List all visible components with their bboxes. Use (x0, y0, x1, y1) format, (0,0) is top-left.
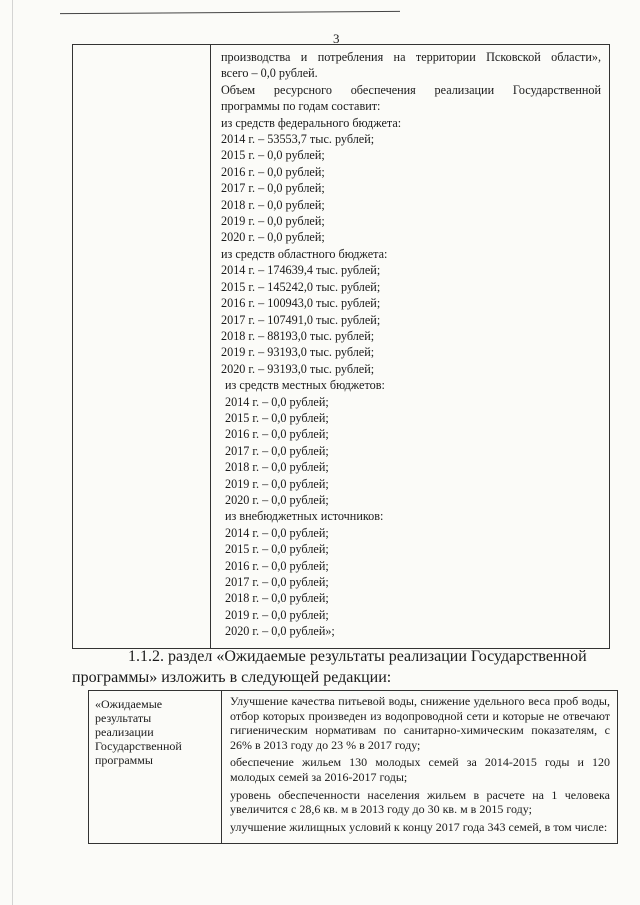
page-number: 3 (333, 31, 340, 46)
funding-year-row: 2019 г. – 93193,0 тыс. рублей; (221, 345, 375, 360)
funding-year-row: 2018 г. – 0,0 рублей; (221, 197, 325, 212)
table-column-divider (210, 45, 211, 648)
label-line: «Ожидаемые (95, 697, 163, 711)
funding-year-row: 2020 г. – 0,0 рублей»; (225, 624, 335, 639)
funding-year-row: 2019 г. – 0,0 рублей; (221, 214, 325, 229)
funding-year-row: 2016 г. – 0,0 рублей; (225, 427, 329, 442)
funding-year-row: 2017 г. – 107491,0 тыс. рублей; (221, 312, 381, 327)
funding-year-row: 2020 г. – 0,0 рублей; (221, 230, 325, 245)
funding-year-row: 2016 г. – 100943,0 тыс. рублей; (221, 296, 381, 311)
funding-year-row: 2014 г. – 174639,4 тыс. рублей; (221, 263, 381, 278)
funding-year-row: 2017 г. – 0,0 рублей; (225, 443, 329, 458)
funding-table-content (221, 49, 601, 640)
funding-year-row: 2014 г. – 0,0 рублей; (225, 394, 329, 409)
funding-year-row: 2015 г. – 145242,0 тыс. рублей; (221, 279, 381, 294)
scan-edge (12, 0, 13, 905)
funding-year-row: 2015 г. – 0,0 рублей; (225, 410, 329, 425)
table-column-divider (221, 691, 222, 843)
funding-year-row: 2018 г. – 0,0 рублей; (225, 591, 329, 606)
funding-year-row: 2014 г. – 0,0 рублей; (225, 525, 329, 540)
results-table-label (95, 697, 215, 767)
volume-line: программы по годам составит: (221, 99, 381, 114)
funding-source-label: из средств местных бюджетов: (225, 378, 385, 393)
funding-year-row: 2016 г. – 0,0 рублей; (221, 164, 325, 179)
header-rule (60, 11, 400, 14)
label-line: реализации (95, 725, 154, 739)
funding-table (72, 44, 610, 649)
volume-line: Объем ресурсного обеспечения реализации Государственной (221, 82, 601, 97)
funding-year-row: 2017 г. – 0,0 рублей; (221, 181, 325, 196)
result-paragraph: обеспечение жильем 130 молодых семей за 2014-2015 годы и 120 молодых семей за 2016-2017 годы; (230, 755, 610, 784)
funding-year-row: 2014 г. – 53553,7 тыс. рублей; (221, 132, 375, 147)
funding-year-row: 2019 г. – 0,0 рублей; (225, 607, 329, 622)
result-paragraph: улучшение жилищных условий к концу 2017 года 343 семей, в том числе: (230, 819, 608, 834)
label-line: результаты (95, 711, 152, 725)
funding-year-row: 2020 г. – 93193,0 тыс. рублей; (221, 361, 375, 376)
intro-line: производства и потребления на территории Псковской области», (221, 50, 601, 64)
funding-year-row: 2018 г. – 88193,0 тыс. рублей; (221, 328, 375, 343)
funding-year-row: 2020 г. – 0,0 рублей; (225, 492, 329, 507)
funding-source-label: из внебюджетных источников: (225, 509, 384, 524)
funding-year-row: 2019 г. – 0,0 рублей; (225, 476, 329, 491)
funding-source-label: из средств областного бюджета: (221, 246, 388, 261)
intro-line: всего – 0,0 рублей. (221, 66, 318, 81)
label-line: Государственной (95, 739, 182, 753)
results-table-text (230, 694, 610, 837)
funding-year-row: 2018 г. – 0,0 рублей; (225, 460, 329, 475)
funding-year-row: 2015 г. – 0,0 рублей; (221, 148, 325, 163)
section-heading (72, 646, 612, 688)
result-paragraph: Улучшение качества питьевой воды, снижение удельного веса проб воды, отбор которых произведен из водопроводной сети и которые не отвечают гигиеническим нормативам по санитарно-химическим показателям, с 26% в 2013 году до 23 % в 2017 году; (230, 694, 610, 752)
label-line: программы (95, 753, 153, 767)
result-paragraph: уровень обеспеченности населения жильем в расчете на 1 человека увеличится с 28,6 кв. м в 2013 году до 30 кв. м в 2015 году; (230, 787, 610, 817)
funding-year-row: 2017 г. – 0,0 рублей; (225, 575, 329, 589)
section-heading-line: 1.1.2. раздел «Ожидаемые результаты реализации Государственной (128, 648, 587, 665)
results-table (88, 690, 618, 844)
funding-year-row: 2015 г. – 0,0 рублей; (225, 542, 329, 557)
section-heading-line: программы» изложить в следующей редакции: (72, 669, 392, 686)
funding-source-label: из средств федерального бюджета: (221, 115, 402, 130)
funding-year-row: 2016 г. – 0,0 рублей; (225, 558, 329, 573)
